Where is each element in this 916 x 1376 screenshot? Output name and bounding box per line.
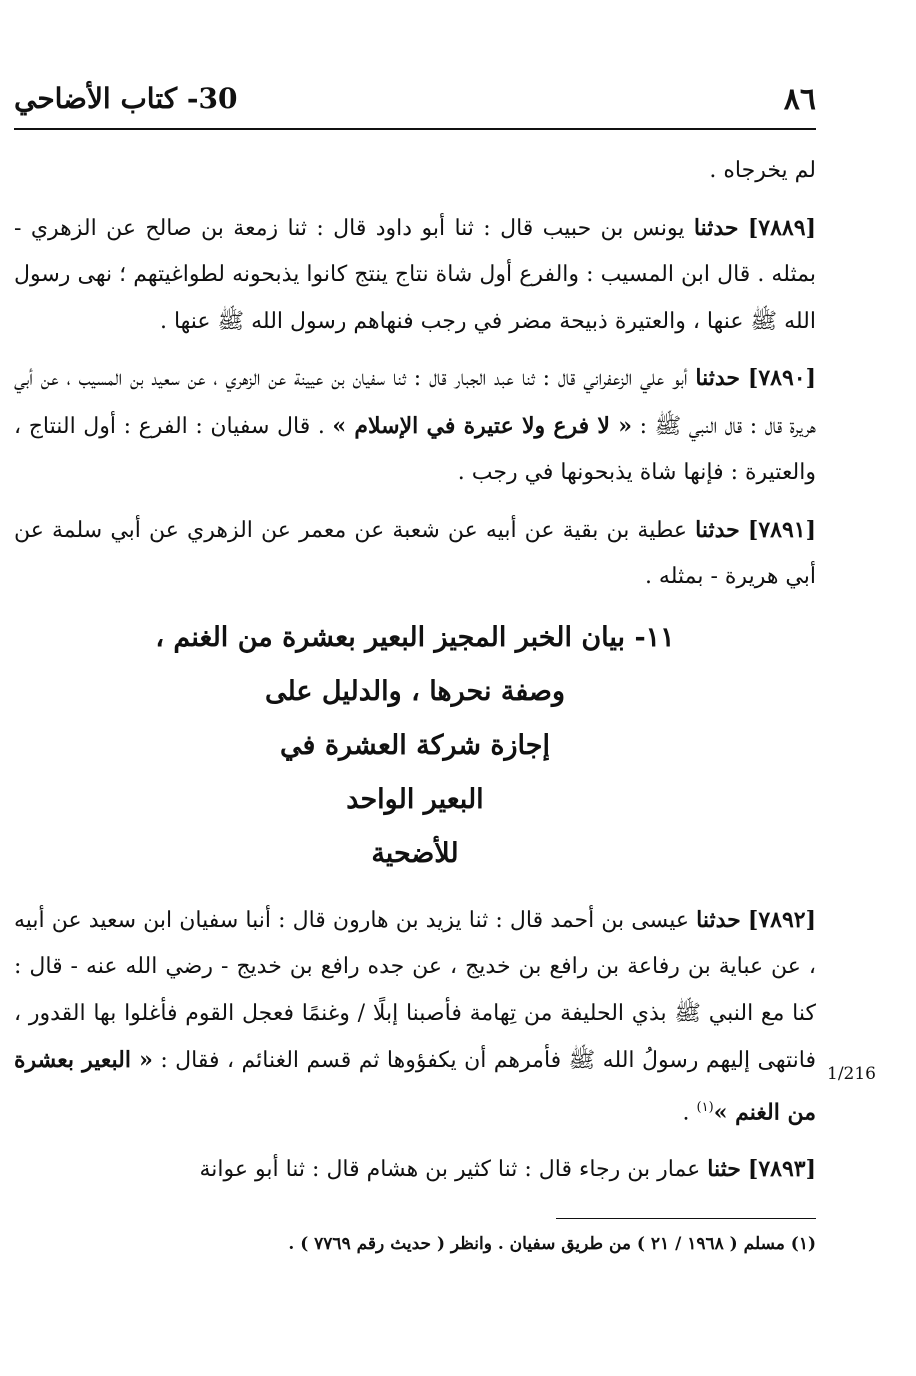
hadith-text-after: . <box>682 1099 690 1125</box>
hadith-text-before: أبو علي الزعفراني قال : ثنا عبد الجبار قال : ثنا سفيان بن عيينة عن الزهري ، عن سعيد بن المسيب ، عن أبي هريرة قال : قال النبي ﷺ : <box>14 366 816 439</box>
section-heading <box>14 611 816 881</box>
margin-folio-note: 1/216 <box>827 1064 876 1084</box>
footnote: (١) مسلم ( ١٩٦٨ / ٢١ ) من طريق سفيان . وانظر ( حديث رقم ٧٧٦٩ ) . <box>288 1234 816 1254</box>
hadith-number: [٧٨٩١] <box>747 516 816 543</box>
hadith-number: [٧٨٨٩] <box>747 214 816 241</box>
page-header <box>14 78 816 126</box>
page-number: ٨٦ <box>783 82 816 117</box>
hadith-quote: « البعير بعشرة من الغنم » <box>14 1047 816 1125</box>
header-divider <box>14 128 816 130</box>
hadith-text-before: عيسى بن أحمد قال : ثنا يزيد بن هارون قال : أنبا سفيان ابن سعيد عن أبيه ، عن عباية بن رفاعة بن رافع بن خديج ، عن جده رافع بن خديج - رضي الله عنه - قال : كنا مع النبي ﷺ بذي الحليفة من تِهامة فأصبنا إبلًا / وغنمًا فعجل القوم فأغلوا بها القدور ، فانتهى إليهم رسولُ الله ﷺ فأمرهم أن يكفؤوها ثم قسم الغنائم ، فقال : <box>14 907 816 1073</box>
heading-line: ١١- بيان الخبر المجيز البعير بعشرة من الغنم ، <box>155 621 675 653</box>
hadith-7892 <box>14 897 816 1137</box>
intro-text: لم يخرجاه . <box>709 158 816 183</box>
hadith-7890 <box>14 355 816 497</box>
hadith-number: [٧٨٩٠] <box>747 365 817 391</box>
heading-line: البعير الواحد <box>346 783 484 815</box>
footnote-divider <box>556 1218 816 1219</box>
hadith-number: [٧٨٩٢] <box>747 906 817 933</box>
hadith-opener: حدثنا <box>693 214 739 241</box>
hadith-opener: حدثنا <box>696 906 741 933</box>
hadith-text-after: . قال سفيان : الفرع : أول النتاج ، والعتيرة : فإنها شاة يذبحونها في رجب . <box>14 413 816 485</box>
hadith-text: يونس بن حبيب قال : ثنا أبو داود قال : ثنا زمعة بن صالح عن الزهري - بمثله . قال ابن المسيب : والفرع أول شاة نتاج ينتج كانوا يذبحونه لطواغيتهم ؛ نهى رسول الله ﷺ عنها ، والعتيرة ذبيحة مضر في رجب فنهاهم رسول الله ﷺ عنها . <box>14 215 816 334</box>
hadith-7889 <box>14 205 816 346</box>
heading-line: إجازة شركة العشرة في <box>280 729 550 761</box>
hadith-text: عمار بن رجاء قال : ثنا كثير بن هشام قال : ثنا أبو عوانة <box>199 1157 701 1183</box>
hadith-text: عطية بن بقية عن أبيه عن شعبة عن معمر عن الزهري عن أبي سلمة عن أبي هريرة - بمثله . <box>14 517 816 589</box>
book-title: 30- كتاب الأضاحي <box>14 82 238 115</box>
hadith-7893 <box>14 1146 816 1194</box>
hadith-opener: حدثنا <box>695 516 740 543</box>
hadith-7891 <box>14 507 816 601</box>
hadith-opener: حدثنا <box>695 365 741 391</box>
footnote-marker: (١) <box>696 1099 714 1115</box>
hadith-quote: « لا فرع ولا عتيرة في الإسلام » <box>332 412 632 439</box>
page-body <box>14 148 816 1204</box>
heading-line: وصفة نحرها ، والدليل على <box>264 675 566 707</box>
paragraph-intro <box>14 148 816 195</box>
hadith-number: [٧٨٩٣] <box>747 1156 816 1183</box>
hadith-opener: حثنا <box>707 1156 741 1183</box>
heading-line: للأضحية <box>371 837 459 869</box>
